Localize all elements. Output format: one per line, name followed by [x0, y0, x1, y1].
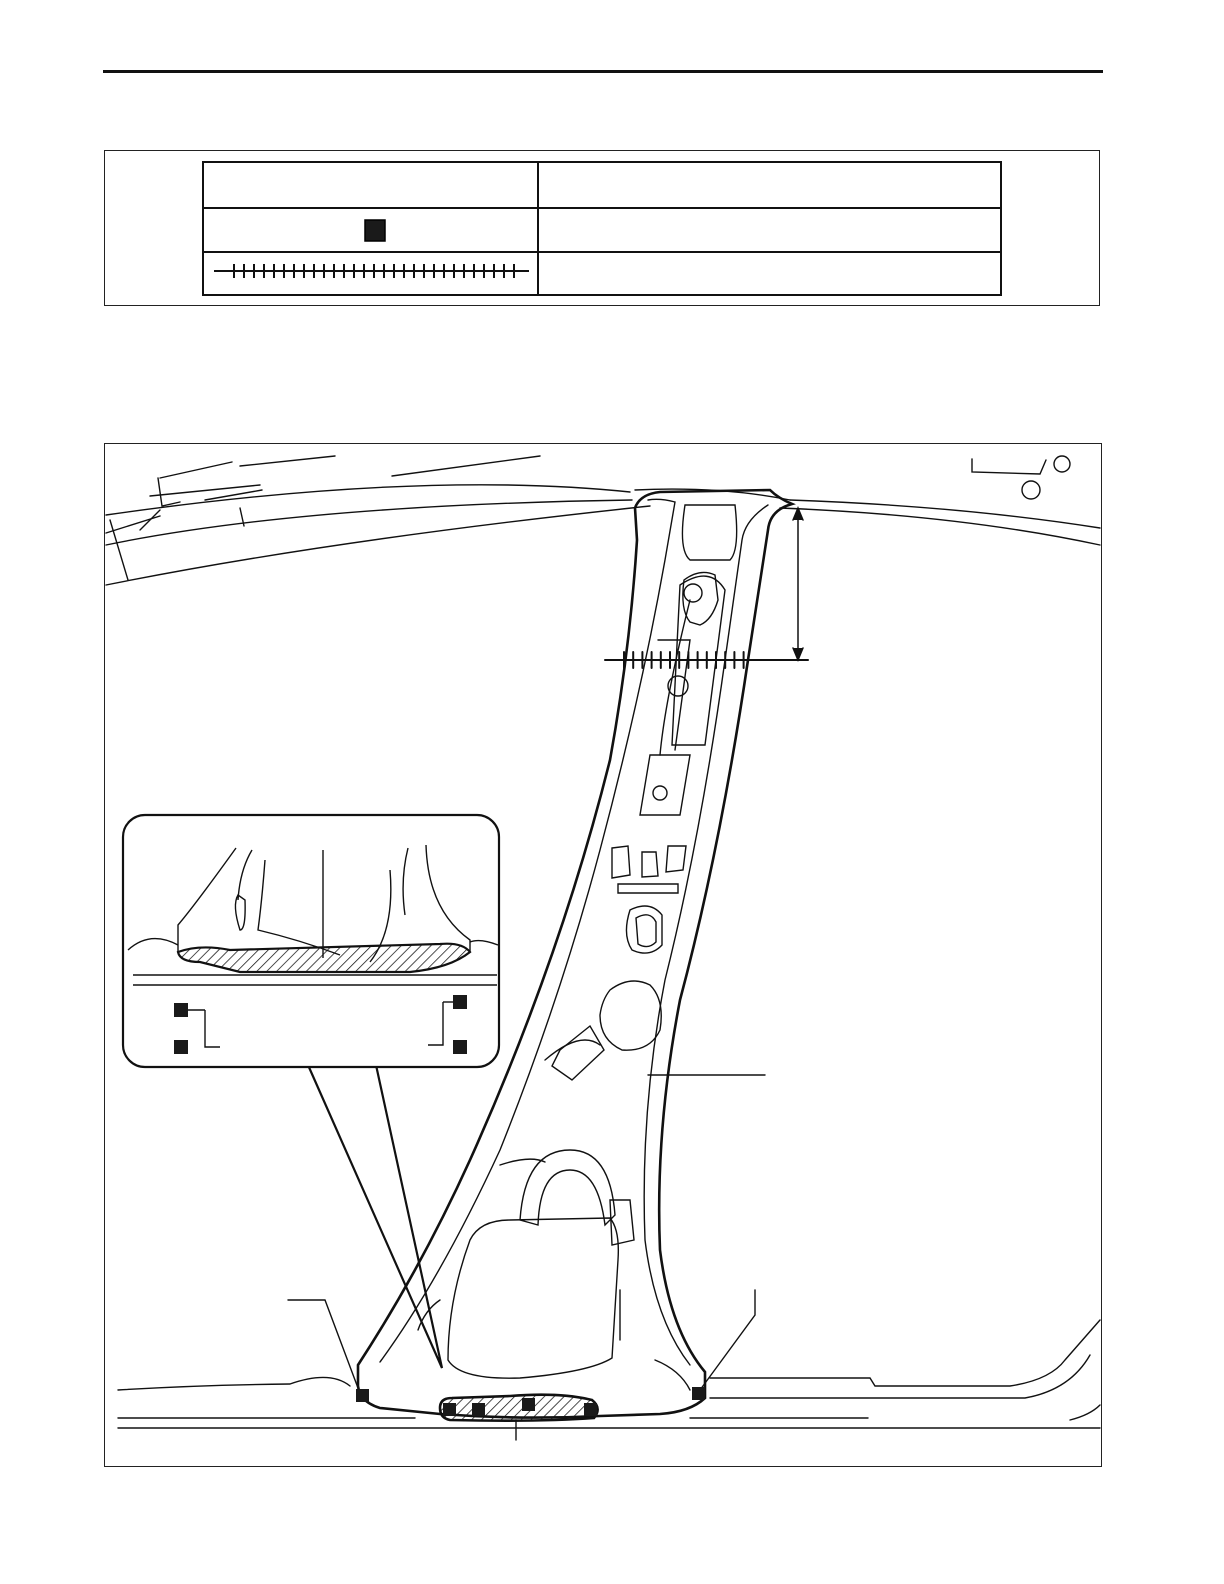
detail-callout-box: [123, 815, 499, 1067]
rocker-sill: [118, 1320, 1100, 1428]
detail-callout-pointer: [308, 1065, 442, 1368]
roof-rail: [106, 456, 1100, 585]
spot-weld-square-icon: [356, 1389, 369, 1402]
spot-weld-square-icon: [174, 1003, 188, 1017]
spot-weld-square-icon: [453, 1040, 467, 1054]
dimension-arrow: [793, 508, 803, 660]
cut-line: [605, 652, 808, 668]
spot-weld-square-icon: [174, 1040, 188, 1054]
spot-weld-square-icon: [522, 1398, 535, 1411]
spot-weld-square-icon: [472, 1403, 485, 1416]
lower-weld-flange: [440, 1395, 598, 1440]
spot-weld-square-icon: [453, 995, 467, 1009]
spot-weld-square-icon: [584, 1403, 597, 1416]
spot-weld-square-icon: [692, 1387, 705, 1400]
spot-weld-square-icon: [443, 1403, 456, 1416]
